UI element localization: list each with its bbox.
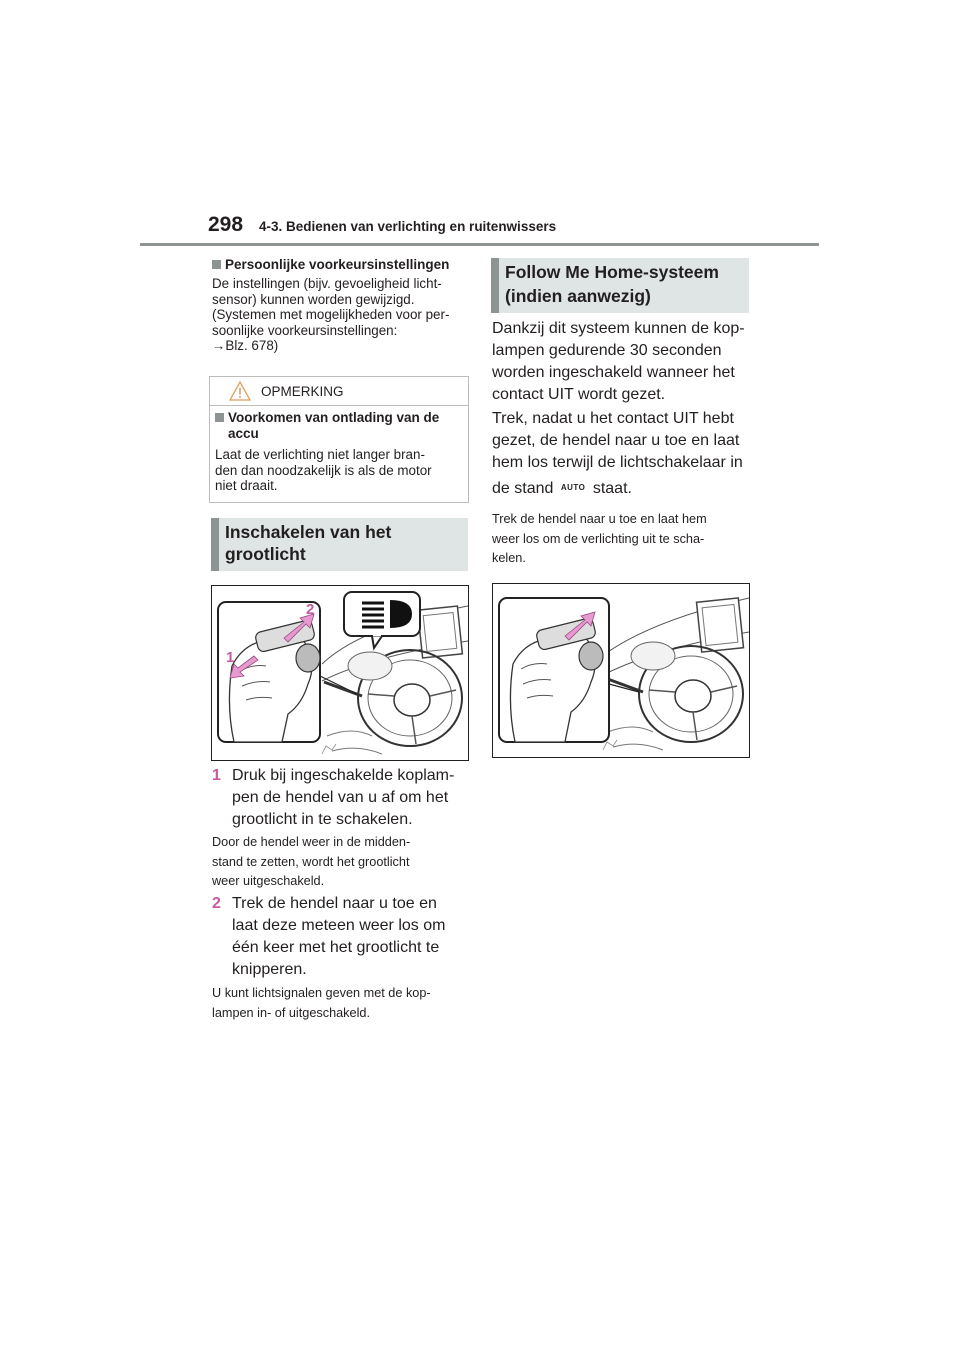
figure-follow-me-home: [492, 583, 750, 758]
step-number: 2: [212, 895, 221, 912]
step-number: 1: [212, 767, 221, 784]
figure-highbeam: [211, 585, 469, 761]
step-1-note: Door de hendel weer in de midden- stand te zetten, wordt het grootlicht weer uitgeschakeld.: [212, 835, 411, 888]
follow-me-home-para-1: Dankzij dit systeem kunnen de kop- lampen gedurende 30 seconden worden ingeschakeld wanneer het contact UIT wordt gezet.: [492, 320, 745, 403]
page-link[interactable]: →Blz. 678): [212, 338, 279, 354]
highbeam-heading: Inschakelen van het grootlicht: [211, 518, 468, 571]
warning-icon: [229, 380, 251, 402]
auto-symbol-icon: AUTO: [560, 483, 586, 492]
square-bullet-icon: [215, 413, 224, 422]
square-bullet-icon: [212, 260, 221, 269]
follow-me-home-note: Trek de hendel naar u toe en laat hem weer los om de verlichting uit te scha- kelen.: [492, 512, 707, 565]
follow-me-home-heading: Follow Me Home-systeem (indien aanwezig): [491, 258, 749, 313]
note-title-bar: [210, 377, 468, 406]
follow-me-home-para-2: Trek, nadat u het contact UIT hebt gezet, de hendel naar u toe en laat hem los terwijl de lichtschakelaar in de stand AUTO staat.: [492, 410, 743, 497]
callout-2: 2: [306, 601, 315, 618]
pref-heading: Persoonlijke voorkeursinstellingen: [212, 257, 449, 273]
note-body: Laat de verlichting niet langer bran- den dan noodzakelijk is als de motor niet draait.: [215, 447, 432, 494]
note-heading: Voorkomen van ontlading van de accu: [215, 410, 439, 442]
page-number: 298: [208, 213, 244, 236]
header-rule: [140, 243, 819, 246]
note-title: OPMERKING: [261, 384, 344, 399]
step-2-note: U kunt lichtsignalen geven met de kop- lampen in- of uitgeschakeld.: [212, 986, 431, 1020]
highbeam-lever-illustration: [212, 586, 468, 760]
follow-me-home-lever-illustration: [493, 584, 749, 757]
section-title: 4-3. Bedienen van verlichting en ruitenwissers: [259, 219, 557, 234]
note-box: [209, 376, 469, 503]
callout-1: 1: [226, 649, 235, 666]
pref-paragraph: De instellingen (bijv. gevoeligheid licht- sensor) kunnen worden gewijzigd. (Systemen met mogelijkheden voor per- soonlijke voorkeursinstellingen: →Blz. 678): [212, 276, 450, 354]
